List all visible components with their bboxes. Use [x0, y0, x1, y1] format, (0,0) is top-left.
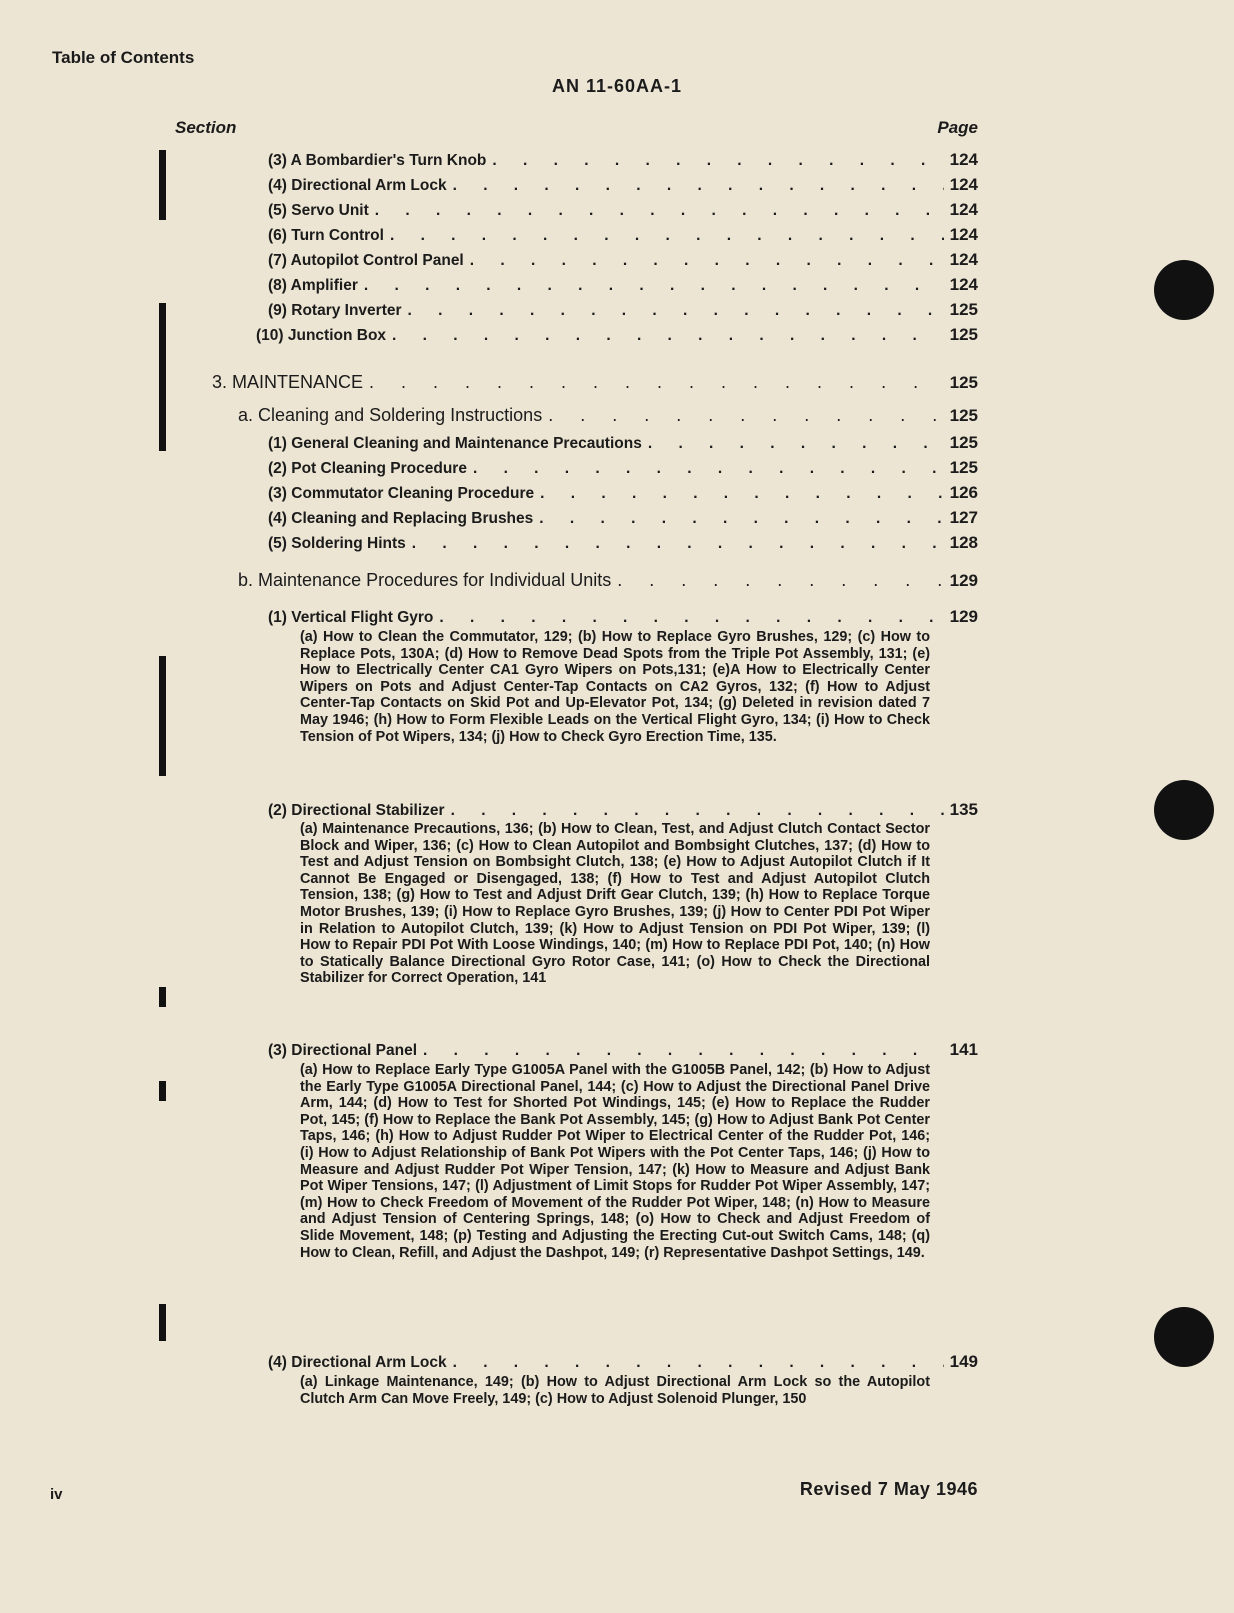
toc-subsection	[238, 570, 978, 591]
binder-hole	[1154, 260, 1214, 320]
revision-bar	[159, 150, 166, 220]
toc-entry-label: (3) Commutator Cleaning Procedure	[268, 485, 535, 502]
toc-detail-paragraph: (a) How to Replace Early Type G1005A Panel with the G1005B Panel, 142; (b) How to Adjust the Early Type G1005A Directional Panel, 144; (c) How to Adjust the Directional Panel Drive Arm, 144; (d) How to Test for Shorted Pot Windings, 145; (e) How to Replace the Rudder Pot, 145; (f) How to Replace the Bank Pot Assembly, 145; (g) How to Adjust Bank Pot Center Taps, 146; (h) How to Adjust Rudder Pot Wiper to Electrical Center of the Rudder Pot, 146; (i) How to Adjust Relationship of Bank Pot Wipers with the Pot Center Taps, 146; (j) How to Measure and Adjust Rudder Pot Wiper Tension, 147; (k) How to Measure and Adjust Bank Pot Wiper Tensions, 147; (l) Adjustment of Limit Stops for Rudder Pot Wiper Assembly, 147; (m) How to Check Freedom of Movement of the Rudder Pot Wiper, 148; (n) How to Measure and Adjust Tension of Centering Springs, 148; (o) How to Check and Adjust Freedom of Slide Movement, 148; (p) Testing and Adjusting the Erecting Cut-out Switch Cams, 148; (q) How to Clean, Refill, and Adjust the Dashpot, 149; (r) Representative Dashpot Settings, 149.	[300, 1062, 930, 1261]
section-label: Table of Contents	[52, 48, 195, 67]
toc-entry-page: 125	[949, 373, 978, 392]
toc-entry-page: 125	[949, 325, 978, 344]
toc-entry-label: b. Maintenance Procedures for Individual Units	[238, 570, 612, 590]
column-header-section: Section	[175, 118, 237, 137]
toc-entry-label: (5) Servo Unit	[268, 202, 369, 219]
toc-entry-page: 124	[949, 275, 978, 294]
toc-entry-label: (2) Directional Stabilizer	[268, 802, 445, 819]
toc-entry	[268, 508, 978, 528]
revision-bar	[159, 987, 166, 1007]
toc-entry	[268, 800, 978, 820]
toc-entry-label: (6) Turn Control	[268, 227, 384, 244]
toc-entry-label: (1) Vertical Flight Gyro	[268, 609, 434, 626]
toc-entry	[268, 225, 978, 245]
toc-entry-label: a. Cleaning and Soldering Instructions	[238, 405, 543, 425]
binder-hole	[1154, 1307, 1214, 1367]
revision-bar	[159, 1304, 166, 1341]
toc-entry-label: (4) Directional Arm Lock	[268, 1354, 447, 1371]
toc-entry-label: (9) Rotary Inverter	[268, 302, 402, 319]
toc-entry-page: 124	[949, 175, 978, 194]
toc-entry-page: 141	[949, 1040, 978, 1059]
toc-entry-page: 124	[949, 225, 978, 244]
toc-entry	[268, 483, 978, 503]
toc-entry-page: 129	[949, 607, 978, 626]
toc-entry-page: 125	[949, 458, 978, 477]
toc-entry	[268, 458, 978, 478]
toc-entry-label: (8) Amplifier	[268, 277, 358, 294]
toc-section-heading	[212, 372, 978, 393]
toc-entry-page: 125	[949, 433, 978, 452]
toc-entry	[268, 200, 978, 220]
toc-detail-paragraph: (a) Maintenance Precautions, 136; (b) How to Clean, Test, and Adjust Clutch Contact Sector Block and Wiper, 136; (c) How to Clean Autopilot and Bombsight Clutches, 137; (d) How to Test and Adjust Tension on Bombsight Clutch, 138; (e) How to Adjust Autopilot Clutch if It Cannot Be Engaged or Disengaged, 138; (f) How to Test and Adjust Autopilot Clutch Tension, 138; (g) How to Test and Adjust Drift Gear Clutch, 139; (h) How to Replace Torque Motor Brushes, 139; (i) How to Replace Gyro Brushes, 139; (j) How to Center PDI Pot Wiper in Relation to Autopilot Clutch, 139; (k) How to Adjust Tension on PDI Pot Wiper, 139; (l) How to Repair PDI Pot With Loose Windings, 140; (m) How to Replace PDI Pot, 140; (n) How to Statically Balance Directional Gyro Rotor Case, 141; (o) How to Check the Directional Stabilizer for Correct Operation, 141	[300, 821, 930, 987]
page-number: iv	[50, 1486, 63, 1503]
toc-entry	[268, 1352, 978, 1372]
toc-subsection	[238, 405, 978, 426]
toc-detail-paragraph: (a) Linkage Maintenance, 149; (b) How to Adjust Directional Arm Lock so the Autopilot Clutch Arm Can Move Freely, 149; (c) How to Adjust Solenoid Plunger, 150	[300, 1374, 930, 1407]
toc-entry	[268, 533, 978, 553]
toc-entry-page: 126	[949, 483, 978, 502]
toc-entry-label: (4) Cleaning and Replacing Brushes	[268, 510, 534, 527]
toc-entry-page: 124	[949, 200, 978, 219]
toc-entry-page: 124	[949, 250, 978, 269]
toc-entry-page: 149	[949, 1352, 978, 1371]
toc-entry	[268, 1040, 978, 1060]
toc-entry-label: (1) General Cleaning and Maintenance Precautions	[268, 435, 642, 452]
toc-entry	[268, 150, 978, 170]
revision-bar	[159, 303, 166, 451]
toc-entry-label: (7) Autopilot Control Panel	[268, 252, 464, 269]
toc-detail-paragraph: (a) How to Clean the Commutator, 129; (b) How to Replace Gyro Brushes, 129; (c) How to Replace Pots, 130A; (d) How to Remove Dead Spots from the Triple Pot Assembly, 131; (e) How to Electrically Center CA1 Gyro Wipers on Pots,131; (e)A How to Electrically Center Wipers on Pots and Adjust Center-Tap Contacts on CA2 Gyros, 132; (f) How to Adjust Center-Tap Contacts on Skid Pot and Up-Elevator Pot, 134; (g) Deleted in revision dated 7 May 1946; (h) How to Form Flexible Leads on the Vertical Flight Gyro, 134; (i) How to Check Tension of Pot Wipers, 134; (j) How to Check Gyro Erection Time, 135.	[300, 629, 930, 745]
toc-entry-label: (5) Soldering Hints	[268, 535, 406, 552]
toc-entry	[268, 300, 978, 320]
toc-entry	[268, 433, 978, 453]
toc-entry-page: 129	[949, 571, 978, 590]
doc-number: AN 11-60AA-1	[551, 76, 683, 96]
toc-entry	[268, 175, 978, 195]
revision-bar	[159, 1081, 166, 1101]
toc-entry-label: (2) Pot Cleaning Procedure	[268, 460, 467, 477]
toc-entry-label: (3) Directional Panel	[268, 1042, 418, 1059]
revision-bar	[159, 656, 166, 776]
toc-entry	[256, 325, 978, 345]
toc-entry-label: (4) Directional Arm Lock	[268, 177, 447, 194]
toc-entry-page: 128	[949, 533, 978, 552]
revision-date: Revised 7 May 1946	[799, 1479, 978, 1499]
toc-entry	[268, 250, 978, 270]
toc-entry	[268, 607, 978, 627]
toc-entry-page: 127	[949, 508, 978, 527]
toc-entry	[268, 275, 978, 295]
column-header-page: Page	[937, 118, 978, 137]
binder-hole	[1154, 780, 1214, 840]
toc-entry-page: 125	[949, 300, 978, 319]
toc-entry-label: (10) Junction Box	[256, 327, 387, 344]
toc-entry-page: 125	[949, 406, 978, 425]
toc-entry-page: 124	[949, 150, 978, 169]
toc-entry-label: 3. MAINTENANCE	[212, 372, 364, 392]
toc-entry-page: 135	[949, 800, 978, 819]
toc-entry-label: (3) A Bombardier's Turn Knob	[268, 152, 487, 169]
